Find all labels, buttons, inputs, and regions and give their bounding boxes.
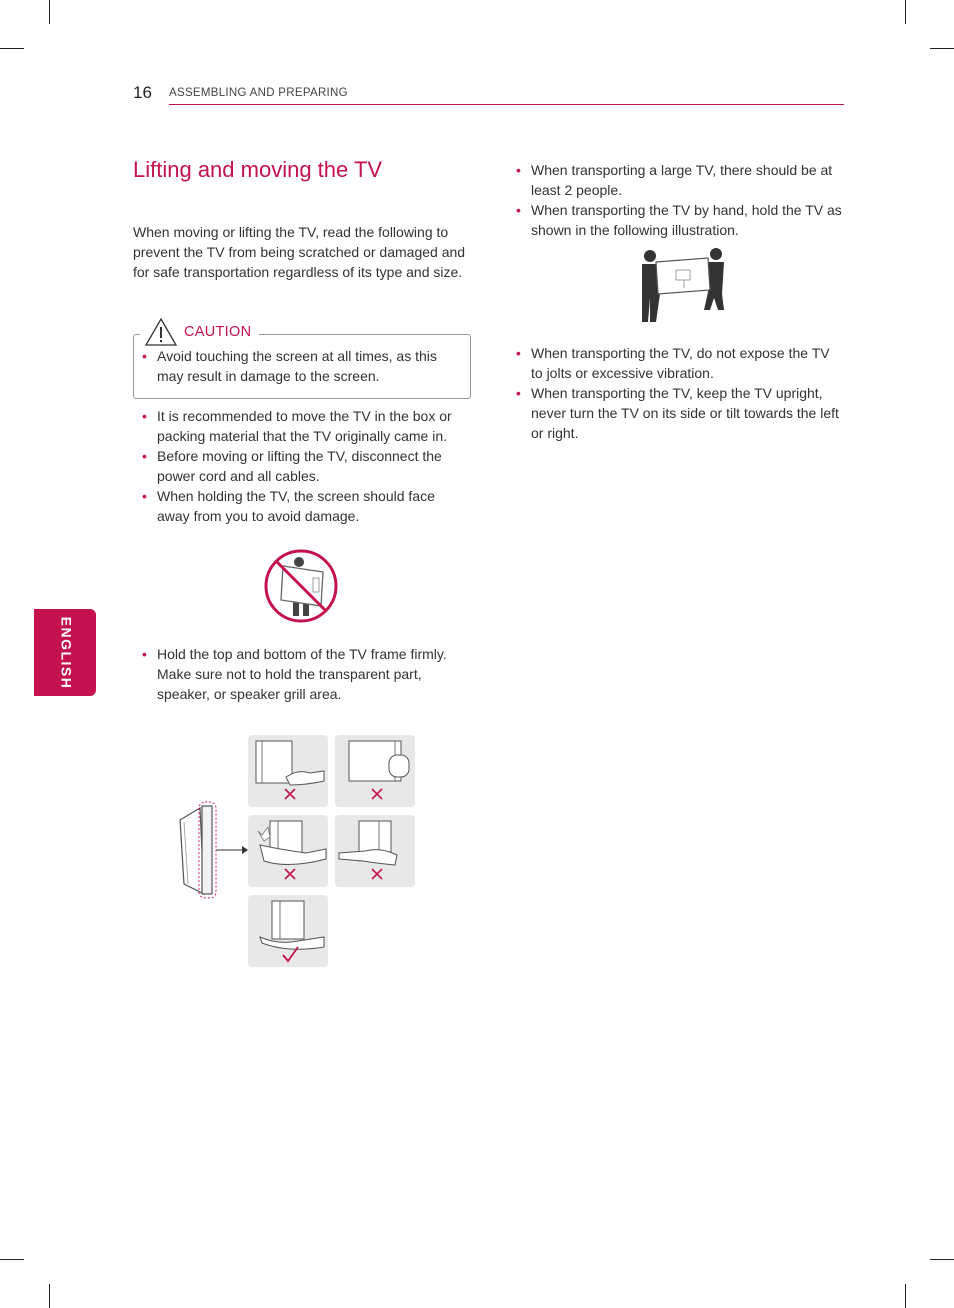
page-title: Lifting and moving the TV (133, 157, 383, 182)
two-person-carry-illustration (640, 248, 726, 324)
list-item: • Before moving or lifting the TV, disconnect the power cord and all cables. (133, 446, 468, 486)
list-item: • When transporting the TV by hand, hold the TV as shown in the following illustration. (507, 200, 842, 240)
grip-panel-wrong-2 (335, 735, 415, 807)
language-tab-label-wrap (35, 609, 97, 696)
grip-panel-wrong-1 (248, 735, 328, 807)
section-title: ASSEMBLING AND PREPARING (169, 87, 348, 99)
page-number: 16 (133, 83, 152, 102)
vibration-list (507, 343, 842, 443)
grip-panel-correct (248, 895, 328, 967)
intro-paragraph: When moving or lifting the TV, read the following to prevent the TV from being scratched or damaged and for safe transportation regardless of its type and size. (133, 224, 466, 280)
list-item: • Hold the top and bottom of the TV frame firmly. Make sure not to hold the transparent part, speaker, or speaker grill area. (133, 644, 468, 704)
caution-item: • Avoid touching the screen at all times, as this may result in damage to the screen. (133, 346, 463, 386)
caution-label: CAUTION (184, 324, 252, 340)
arrow-icon (216, 844, 248, 856)
list-item: • When transporting the TV, keep the TV upright, never turn the TV on its side or tilt towards the left or right. (507, 383, 842, 443)
grip-panel-wrong-3 (248, 815, 328, 887)
list-item: • It is recommended to move the TV in the box or packing material that the TV originally came in. (133, 406, 468, 446)
warning-icon (144, 317, 178, 347)
language-tab-label: ENGLISH (58, 616, 75, 689)
list-item: • When transporting the TV, do not expose the TV to jolts or excessive vibration. (507, 343, 842, 383)
handling-list (133, 406, 468, 526)
grip-list (133, 644, 468, 704)
grip-panel-wrong-4 (335, 815, 415, 887)
list-item: • When transporting a large TV, there should be at least 2 people. (507, 160, 842, 200)
wrong-hold-illustration (263, 548, 341, 624)
transport-list (507, 160, 842, 240)
list-item: • When holding the TV, the screen should face away from you to avoid damage. (133, 486, 468, 526)
caution-list (133, 346, 463, 386)
caution-header (140, 316, 259, 348)
header-rule (169, 104, 844, 105)
